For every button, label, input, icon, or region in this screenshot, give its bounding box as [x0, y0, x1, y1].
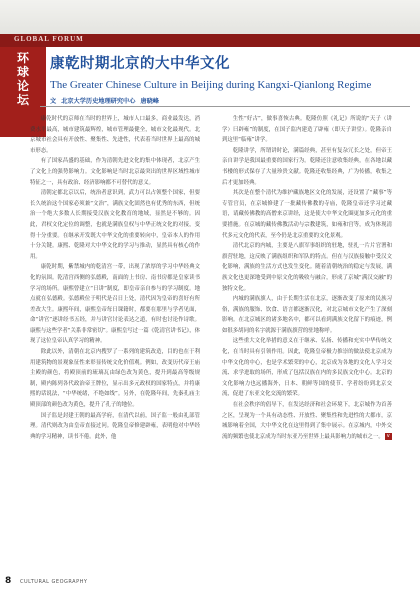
- byline-org: 北京大学历史地理研究中心: [61, 98, 136, 105]
- byline-prefix: 文: [50, 98, 57, 105]
- section-label: GLOBAL FORUM: [14, 35, 84, 43]
- paragraph: 有了国家昌盛的基础，作为清朝先进文化的集中体现者，北京产生了文化上的强势影响力。文化影响是当时北京最突出的世界区域性城市特征之一，具有政治、经济影响都不可替代的意义。: [30, 158, 200, 186]
- article-subtitle-en: The Greater Chinese Culture in Beijing during Kangxi-Qianlong Regime: [50, 79, 372, 91]
- byline-author: 唐晓峰: [140, 98, 159, 105]
- divider-rule: [40, 106, 410, 107]
- paragraph: 生性“好古”，做事喜恢古典。乾隆仿照《礼记》所说的“天子（讲学）曰辟雍”的制度，在国子监内建造了辟雍（即天子讲堂）。乾隆亲自到这里“临雍”讲学。: [222, 116, 392, 144]
- paragraph: 清朝定都北京以后，统治者意识到，武力可以占领整个国家，但要长久统治这个国家必须兼“文治”，满族文化固然也有优秀的东西，但统治一个绝大多数人长期接受汉族文化教育的地域，显然是不够的。因此，君权文化定位的调整，也就是满族皇权与中华正统文化的对接，变得十分重要。在继承开发既大中华文化的重要转向中，皇帝本人的作用十分关键。康熙、乾隆对大中华文化的学习与推动，显然具有核心的作用。: [30, 190, 200, 260]
- paragraph: 康乾时期，紫禁城内的乾清宫一带，出现了浓厚的学习中华经典文化的氛围。乾清宫西侧的弘德殿，南面的上书房、南书房都是皇家读书学习的场所。康熙曾建立“日讲”制度，即皇帝亲自参与的学习制度。地点就在弘德殿。弘德殿位于明代是召日上处，清代因为皇帝的喜好有所差改大生。康熙年间，康熙皇帝每日课籍时，都要在那里与学者见面，命“讲官”逐讲经书五经，并与讲官讨论表达之道，有时也讨论作诗歌。康熙与这些学者“关系非常密切”。康熙皇写过一篇《乾清宫讲书记》，体现了这位皇帝认真学习的精神。: [30, 264, 200, 345]
- paragraph: 清代北京的内城，主要是八旗军事组织的驻地，驻扎一片片官署和旗营驻地，这反映了满族组织和军队的特点。但在与汉族接触中受汉文化影响，满族的生活方式也发生变化。随着清朝统治的稳定与发展，满族文化也更深地受到中原文化的吸收与融合，形成了京城“满汉交融”的独特文化。: [222, 243, 392, 292]
- paragraph: 这些重大文化举措的意义在于继承、弘扬、传播和充实中华传统文化，在当时具有引领作用。因此，乾隆皇帝极力推崇的做法使北京成为中华文化的中心，也是学术繁荣的中心，北京成为各地的文化人学习交流、求学进取的场所，形成了包括汉族在内的多民族文化中心。北京的文化影响力也远播海外，日本、朝鲜等国的使节、学者纷纷到北京交流，促进了东亚文化交流的繁荣。: [222, 338, 392, 398]
- section-bar: [0, 34, 420, 47]
- paragraph: 国子监是封建王朝的最高学府，在清代以前，国子监一般由礼部管理。清代则改为由皇帝直接过问。乾隆皇帝修建辟雍，表明他对中华经典的学习精神，读书不倦。此外，他: [30, 412, 200, 440]
- paragraph: 内城的满族旗人，由于长期生活在北京，逐渐改变了原来的民族习俗，满族的服饰、饮食、语言都逐渐汉化，对北京城市文化产生了深刻影响。在北京城区的诸多地名中，都可以看到满族文化留下的痕迹，例如很多胡同的名字就源于满族旗营的驻地称呼。: [222, 296, 392, 334]
- paragraph-text: 在社会秩序的倡导下，在发达经济和社会环境下，北京城作为首善之区，呈现为一个具有动态性、开放性、聚集性和先进性的大都市，京城影响着全国，大中华文化在这里得到了集中展示。在京城内，中外交流的频繁也使北京成为当时东亚乃至世界上最具影响力的城市之一。: [222, 402, 392, 440]
- top-banner: [0, 0, 420, 34]
- paragraph: 乾隆讲学，所谓讲时论，满篇经典，甚至有复杂冗长之处，但帝王亲自讲学是我国最重要的国家行为。乾隆还注意收集经典，在各地以藏书楼的形式保存了大量珍贵文献。乾隆还收集经典，广为传播，收集之后才更加经典。: [222, 147, 392, 186]
- column-name: 环球论坛: [16, 51, 29, 107]
- page-number: 8: [5, 576, 12, 586]
- magazine-name: CULTURAL GEOGRAPHY: [20, 579, 88, 585]
- page-footer: [0, 576, 420, 590]
- left-column: [30, 114, 200, 442]
- paragraph: 其次是在整个清代为维护藏族地区文化的发展，还设置了“藏事”等专管官员，在京城修建了一批藏传佛教的寺庙，乾隆皇帝还学习过藏语，请藏传佛教的高僧来京讲经，这是使大中华文化圈更加多元化的重要措施。在京城的藏传佛教活动与宗教建筑，如雍和宫等，成为体现清代多元文化的代表，至今仍是北京重要的文化景观。: [222, 190, 392, 239]
- end-mark: ⅴ: [385, 433, 392, 440]
- byline: [50, 96, 380, 105]
- paragraph: 康乾时代的京师在当时的世界上，城市人口最多，商业最发达，消费水平最高，城市建筑最辉煌，城市管理最健全，城市文化最现代。北京城市社会具有开放性、聚集性、先进性，代表着当时世界上最高的城市形态。: [30, 116, 200, 154]
- paragraph-last: [222, 400, 392, 442]
- article-title: 康乾时期北京的大中华文化: [50, 56, 230, 72]
- title-area: [50, 52, 410, 91]
- paragraph: 除此以外，清朝在北京内搜罗了一系列的建筑改造，目的也在于利用建筑物的景观象征性来彰显传统文化价值观。例如，改变历代帝王庙主殿的颜色，将殿顶前的琉璃瓦由绿色改为黄色，提升到最高等级规制，殿内陈列各代政治帝王牌位，显示出多元政权的国家特点，并将康熙的话说法，“中华统绪，不绝如线”。另外，在乾隆年间，先秦孔庙主殿顶部的颜色改为黄色，提升了孔子的地位。: [30, 349, 200, 409]
- right-column: [222, 114, 392, 442]
